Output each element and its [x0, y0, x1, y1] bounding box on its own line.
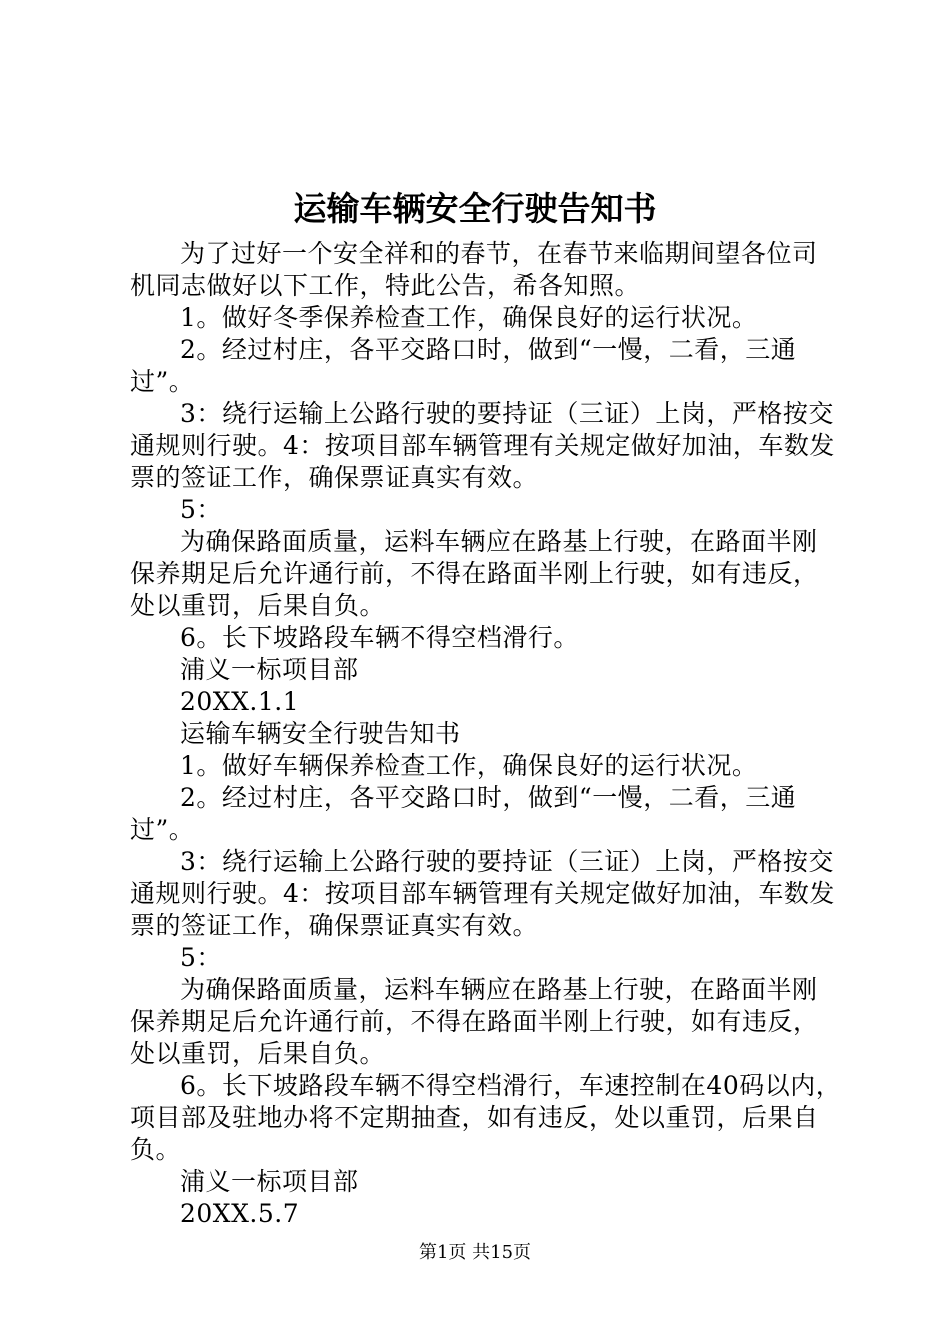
paragraph-item-5-repeat: 为确保路面质量，运料车辆应在路基上行驶，在路面半刚保养期足后允许通行前，不得在路面半刚上行驶，如有违反，处以重罚，后果自负。 [130, 975, 819, 1068]
paragraph-item-5-label: 5： [180, 495, 222, 524]
signature-department-repeat: 浦义一标项目部 [180, 1167, 359, 1196]
signature-date-repeat: 20XX.5.7 [180, 1199, 300, 1228]
paragraph-item-3-4: 3：绕行运输上公路行驶的要持证（三证）上岗，严格按交通规则行驶。4：按项目部车辆管理有关规定做好加油，车数发票的签证工作，确保票证真实有效。 [130, 399, 835, 492]
document-body [130, 238, 842, 1230]
section-title-repeat: 运输车辆安全行驶告知书 [180, 719, 461, 748]
paragraph-item-1-repeat: 1。做好车辆保养检查工作，确保良好的运行状况。 [180, 751, 758, 780]
paragraph-intro: 为了过好一个安全祥和的春节，在春节来临期间望各位司机同志做好以下工作，特此公告，希各知照。 [130, 239, 818, 300]
paragraph-item-2: 2。经过村庄，各平交路口时，做到“一慢，二看，三通过”。 [130, 335, 797, 396]
paragraph-item-6: 6。长下坡路段车辆不得空档滑行。 [180, 623, 579, 652]
signature-date: 20XX.1.1 [180, 687, 300, 716]
paragraph-item-2-repeat: 2。经过村庄，各平交路口时，做到“一慢，二看，三通过”。 [130, 783, 797, 844]
paragraph-item-1: 1。做好冬季保养检查工作，确保良好的运行状况。 [180, 303, 758, 332]
paragraph-item-3-4-repeat: 3：绕行运输上公路行驶的要持证（三证）上岗，严格按交通规则行驶。4：按项目部车辆管理有关规定做好加油，车数发票的签证工作，确保票证真实有效。 [130, 847, 835, 940]
page-number-footer: 第1页 共15页 [418, 1242, 532, 1263]
signature-department: 浦义一标项目部 [180, 655, 359, 684]
paragraph-item-6-repeat: 6。长下坡路段车辆不得空档滑行，车速控制在40码以内，项目部及驻地办将不定期抽查，如有违反，处以重罚，后果自负。 [130, 1071, 842, 1164]
paragraph-item-5: 为确保路面质量，运料车辆应在路基上行驶，在路面半刚保养期足后允许通行前，不得在路面半刚上行驶，如有违反，处以重罚，后果自负。 [130, 527, 819, 620]
paragraph-item-5-label-repeat: 5： [180, 943, 222, 972]
document-title: 运输车辆安全行驶告知书 [293, 189, 657, 228]
